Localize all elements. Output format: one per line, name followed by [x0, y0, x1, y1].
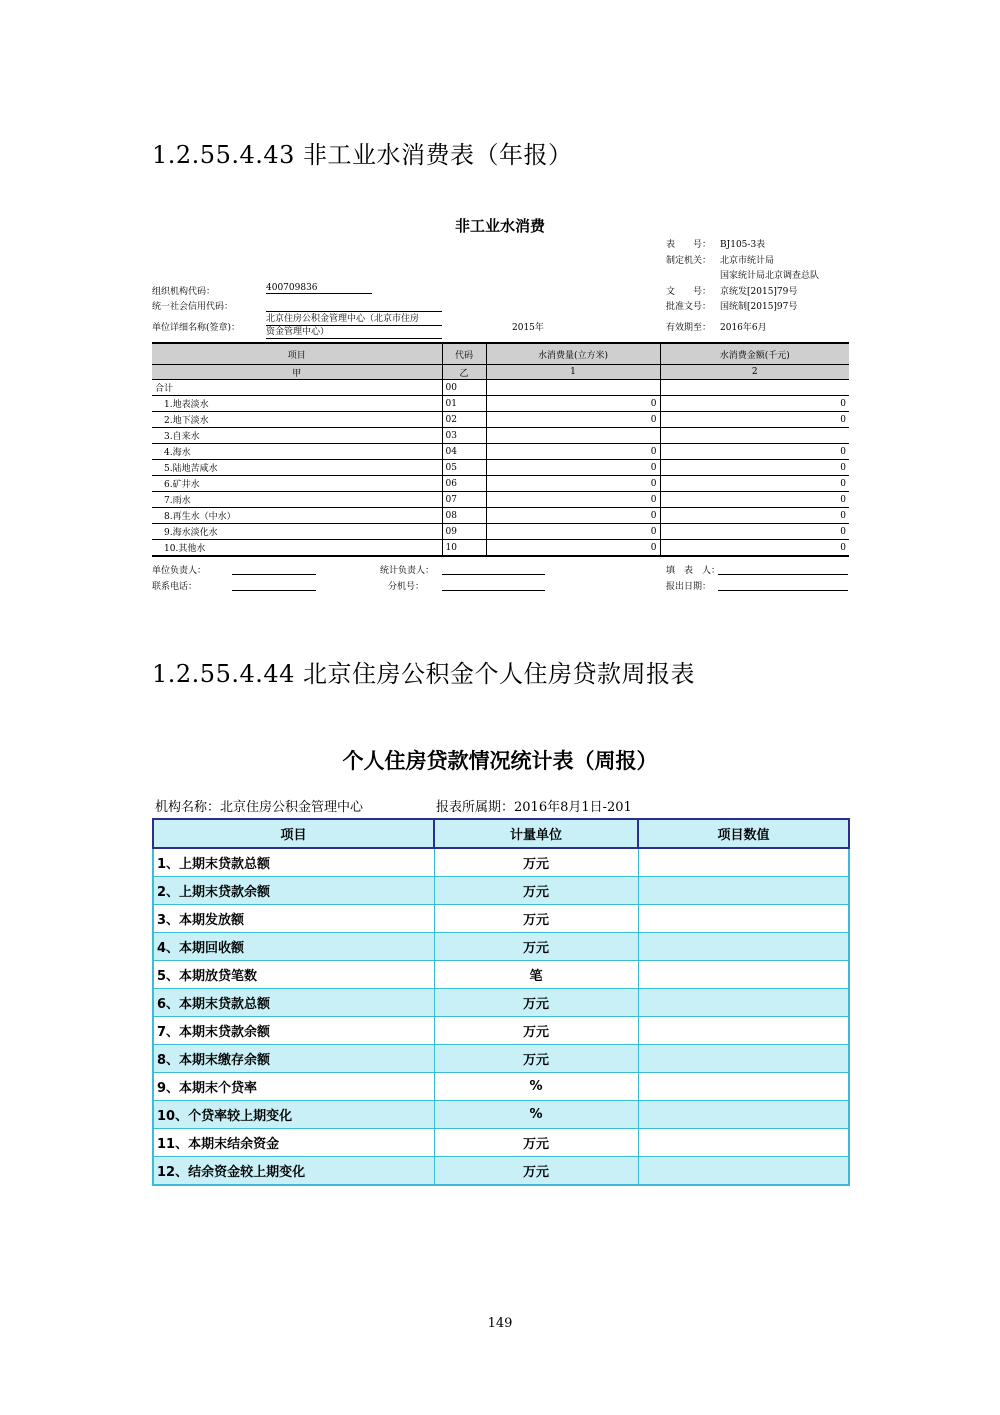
meta-pizhun-value: 国统制[2015]97号: [720, 302, 798, 312]
row-amt: 0: [660, 412, 849, 428]
row-amt: 0: [660, 524, 849, 540]
table-row: [152, 412, 849, 428]
meta-biao-label: 表 号：: [666, 240, 712, 250]
table-row: [153, 848, 849, 877]
phone-line: [232, 590, 316, 591]
row-value[interactable]: [638, 1073, 849, 1101]
stat-head-line: [442, 574, 545, 575]
row-item: 9.海水淡化水: [152, 524, 442, 540]
row-value[interactable]: [638, 1157, 849, 1186]
row-value[interactable]: [638, 1101, 849, 1129]
col-header-qty: 水消费量(立方米): [486, 343, 660, 365]
row-item: 7.雨水: [152, 492, 442, 508]
row-item: 5、本期放贷笔数: [153, 961, 434, 989]
row-unit: 万元: [434, 1157, 638, 1186]
row-item: 2.地下淡水: [152, 412, 442, 428]
row-unit: %: [434, 1101, 638, 1129]
ext-label: 分机号：: [388, 582, 425, 592]
table-row: [153, 1045, 849, 1073]
org-code-label: 组织机构代码：: [152, 287, 216, 297]
row-qty: 0: [486, 412, 660, 428]
col-header-item: 项目: [153, 819, 434, 848]
meta-youxiao-label: 有效期至：: [666, 323, 712, 333]
row-qty: 0: [486, 460, 660, 476]
row-qty: 0: [486, 396, 660, 412]
unit-head-line: [232, 574, 316, 575]
table-row: [152, 396, 849, 412]
unit-name-line2: 资金管理中心）: [266, 327, 330, 337]
subheader-code: 乙: [442, 365, 486, 380]
row-amt: 0: [660, 476, 849, 492]
phone-label: 联系电话：: [152, 582, 198, 592]
table-row: [153, 1157, 849, 1186]
table-row: [152, 444, 849, 460]
row-code: 01: [442, 396, 486, 412]
row-amt: 0: [660, 492, 849, 508]
table-row: [152, 460, 849, 476]
col-header-code: 代码: [442, 343, 486, 365]
row-value[interactable]: [638, 989, 849, 1017]
form2-title: 个人住房贷款情况统计表（周报）: [342, 749, 658, 773]
table-row: [152, 540, 849, 557]
col-header-item: 项目: [152, 343, 442, 365]
row-value[interactable]: [638, 877, 849, 905]
row-value[interactable]: [638, 848, 849, 877]
row-unit: 万元: [434, 848, 638, 877]
table-header-row: [152, 343, 849, 365]
meta-youxiao-value: 2016年6月: [720, 323, 767, 333]
stat-head-label: 统计负责人：: [380, 566, 435, 576]
table-row: [153, 989, 849, 1017]
table-row: [153, 877, 849, 905]
row-amt: 0: [660, 396, 849, 412]
row-value[interactable]: [638, 961, 849, 989]
credit-code-line: [266, 311, 442, 312]
period-label: 报表所属期：2016年8月1日-201: [436, 800, 632, 815]
table-subheader-row: [152, 365, 849, 380]
row-value[interactable]: [638, 1129, 849, 1157]
row-code: 03: [442, 428, 486, 444]
unit-name-line1: 北京住房公积金管理中心（北京市住房: [266, 313, 442, 326]
page-number: 149: [487, 1316, 513, 1331]
row-item: 8、本期末缴存余额: [153, 1045, 434, 1073]
row-item: 10、个贷率较上期变化: [153, 1101, 434, 1129]
subheader-item: 甲: [152, 365, 442, 380]
meta-wenhao-value: 京统发[2015]79号: [720, 287, 798, 297]
row-amt: [660, 428, 849, 444]
table-row: [153, 1017, 849, 1045]
row-unit: 万元: [434, 877, 638, 905]
org-name-label: 机构名称：北京住房公积金管理中心: [155, 800, 364, 815]
table-row: [152, 524, 849, 540]
unit-head-label: 单位负责人：: [152, 566, 207, 576]
loan-stats-table: [152, 818, 850, 1186]
row-unit: 万元: [434, 1017, 638, 1045]
meta-wenhao-label: 文 号：: [666, 287, 712, 297]
row-value[interactable]: [638, 905, 849, 933]
row-code: 08: [442, 508, 486, 524]
row-item: 9、本期末个贷率: [153, 1073, 434, 1101]
row-item: 12、结余资金较上期变化: [153, 1157, 434, 1186]
row-code: 10: [442, 540, 486, 557]
subheader-amt: 2: [660, 365, 849, 380]
row-value[interactable]: [638, 1045, 849, 1073]
row-unit: 笔: [434, 961, 638, 989]
table-row: [152, 508, 849, 524]
unit-name-value: [266, 313, 442, 339]
col-header-value: 项目数值: [638, 819, 849, 848]
row-amt: [660, 380, 849, 396]
meta-zhiding-value2: 国家统计局北京调查总队: [720, 271, 820, 281]
form1-title: 非工业水消费: [454, 217, 545, 235]
subheader-qty: 1: [486, 365, 660, 380]
row-item: 1.地表淡水: [152, 396, 442, 412]
col-header-amt: 水消费金额(千元): [660, 343, 849, 365]
row-qty: 0: [486, 524, 660, 540]
table-row: [152, 476, 849, 492]
row-code: 00: [442, 380, 486, 396]
report-year: 2015年: [512, 323, 544, 333]
row-code: 06: [442, 476, 486, 492]
table-row: [152, 428, 849, 444]
row-item: 6.矿井水: [152, 476, 442, 492]
table-row: [153, 933, 849, 961]
row-item: 4.海水: [152, 444, 442, 460]
row-value[interactable]: [638, 933, 849, 961]
row-unit: %: [434, 1073, 638, 1101]
row-qty: 0: [486, 476, 660, 492]
row-amt: 0: [660, 508, 849, 524]
row-qty: [486, 380, 660, 396]
org-code-value: 400709836: [266, 283, 372, 294]
row-unit: 万元: [434, 989, 638, 1017]
meta-zhiding-label: 制定机关：: [666, 256, 712, 266]
meta-biao-value: BJ105-3表: [720, 240, 766, 250]
credit-code-label: 统一社会信用代码：: [152, 302, 234, 312]
table-row: [153, 1101, 849, 1129]
row-code: 09: [442, 524, 486, 540]
col-header-unit: 计量单位: [434, 819, 638, 848]
meta-pizhun-label: 批准文号：: [666, 302, 712, 312]
table-row: [152, 380, 849, 396]
table-row: [152, 492, 849, 508]
row-item: 4、本期回收额: [153, 933, 434, 961]
report-date-line: [718, 590, 848, 591]
table-row: [153, 905, 849, 933]
row-qty: 0: [486, 444, 660, 460]
row-unit: 万元: [434, 905, 638, 933]
filler-label: 填 表 人：: [666, 566, 721, 576]
row-code: 05: [442, 460, 486, 476]
row-item: 10.其他水: [152, 540, 442, 557]
ext-line: [442, 590, 545, 591]
row-item: 11、本期末结余资金: [153, 1129, 434, 1157]
table-header-row: [153, 819, 849, 848]
row-item: 7、本期末贷款余额: [153, 1017, 434, 1045]
row-qty: 0: [486, 540, 660, 557]
meta-zhiding-value1: 北京市统计局: [720, 256, 775, 266]
row-value[interactable]: [638, 1017, 849, 1045]
row-amt: 0: [660, 460, 849, 476]
filler-line: [718, 574, 848, 575]
row-item: 5.陆地苦咸水: [152, 460, 442, 476]
row-qty: 0: [486, 508, 660, 524]
water-consumption-table: [152, 342, 849, 557]
row-item: 3、本期发放额: [153, 905, 434, 933]
row-unit: 万元: [434, 1129, 638, 1157]
row-qty: [486, 428, 660, 444]
row-code: 07: [442, 492, 486, 508]
row-item: 1、上期末贷款总额: [153, 848, 434, 877]
report-date-label: 报出日期：: [666, 582, 712, 592]
row-item: 3.自来水: [152, 428, 442, 444]
unit-name-label: 单位详细名称(签章)：: [152, 323, 241, 333]
row-item: 2、上期末贷款余额: [153, 877, 434, 905]
section2-heading: 1.2.55.4.44 北京住房公积金个人住房贷款周报表: [152, 660, 696, 688]
row-unit: 万元: [434, 1045, 638, 1073]
row-item: 6、本期末贷款总额: [153, 989, 434, 1017]
row-amt: 0: [660, 444, 849, 460]
row-item: 8.再生水（中水）: [152, 508, 442, 524]
row-code: 02: [442, 412, 486, 428]
row-unit: 万元: [434, 933, 638, 961]
row-item: 合计: [152, 380, 442, 396]
table-row: [153, 1073, 849, 1101]
row-amt: 0: [660, 540, 849, 557]
row-qty: 0: [486, 492, 660, 508]
section1-heading: 1.2.55.4.43 非工业水消费表（年报）: [152, 141, 573, 169]
table-row: [153, 961, 849, 989]
row-code: 04: [442, 444, 486, 460]
table-row: [153, 1129, 849, 1157]
